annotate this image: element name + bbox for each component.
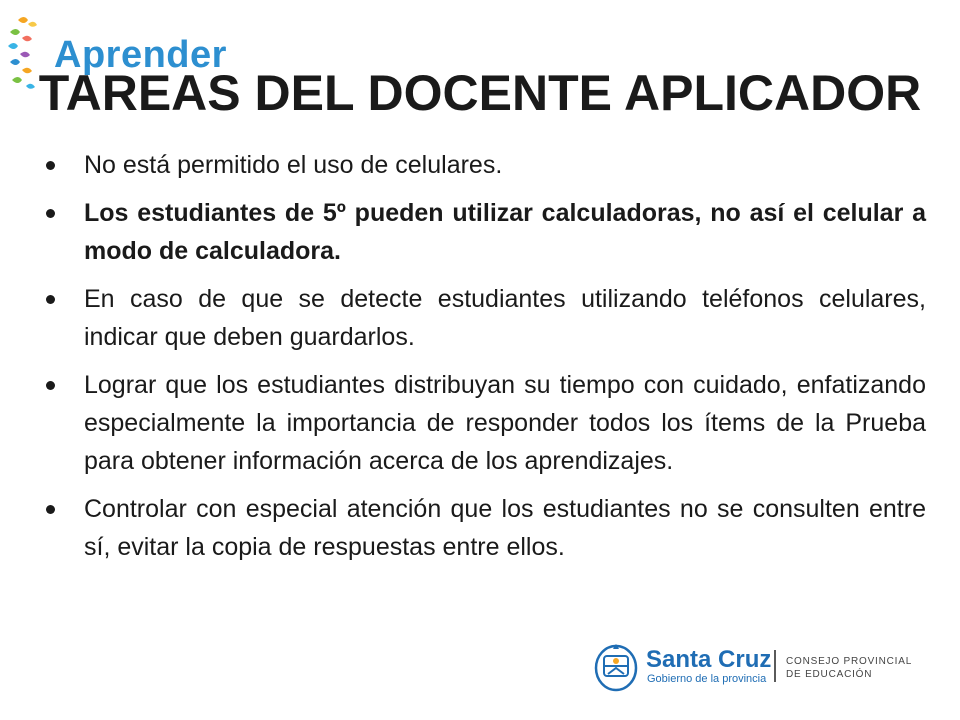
council-line-2: DE EDUCACIÓN [786, 669, 873, 680]
bullet-dot-icon [46, 209, 55, 218]
council-line-1: CONSEJO PROVINCIAL [786, 656, 913, 667]
santa-cruz-subtitle: Gobierno de la provincia [647, 673, 767, 685]
bullet-text: En caso de que se detecte estudiantes utilizando teléfonos celulares, indicar que deben guardarlos. [84, 285, 926, 351]
bullet-dot-icon [46, 381, 55, 390]
bullet-text: Lograr que los estudiantes distribuyan su tiempo con cuidado, enfatizando especialmente la importancia de responder todos los ítems de la Prueba para obtener información acerca de los aprendizajes. [84, 371, 926, 475]
bullet-text: No está permitido el uso de celulares. [84, 151, 503, 179]
bullet-text: Los estudiantes de 5º pueden utilizar calculadoras, no así el celular a modo de calculadora. [84, 199, 926, 265]
bullet-dot-icon [46, 295, 55, 304]
bullet-item [46, 146, 926, 184]
aprender-logo-text: Aprender [54, 34, 227, 76]
bullet-item [46, 194, 926, 270]
provincial-shield-icon [592, 640, 640, 692]
bullet-item [46, 490, 926, 566]
santa-cruz-name: Santa Cruz [646, 646, 772, 673]
bullet-text: Controlar con especial atención que los estudiantes no se consulten entre sí, evitar la copia de respuestas entre ellos. [84, 495, 926, 561]
footer-divider [774, 650, 776, 682]
bullet-list [46, 146, 926, 576]
slide-title: TAREAS DEL DOCENTE APLICADOR [38, 65, 922, 121]
bullet-item [46, 366, 926, 480]
santa-cruz-logo [592, 640, 912, 692]
bullet-item [46, 280, 926, 356]
bullet-dot-icon [46, 505, 55, 514]
bullet-dot-icon [46, 161, 55, 170]
